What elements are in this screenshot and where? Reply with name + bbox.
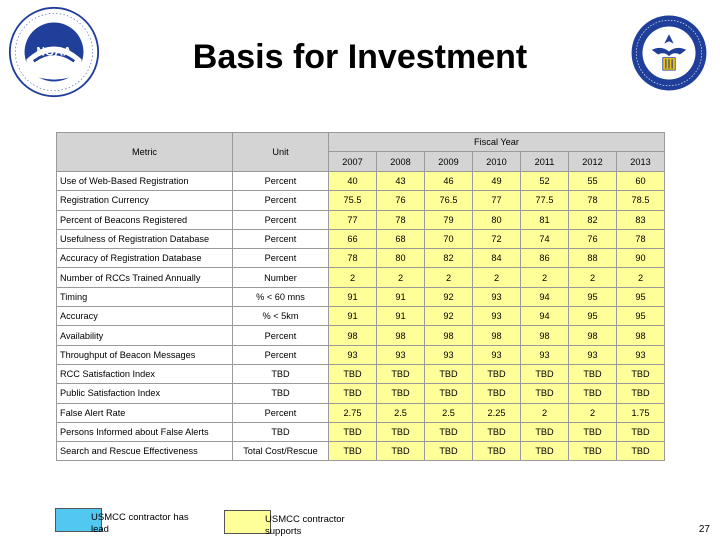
value-cell: TBD — [425, 442, 473, 461]
noaa-logo-text: NOAA — [36, 44, 72, 59]
unit-cell: % < 60 mns — [233, 287, 329, 306]
metric-cell: Accuracy of Registration Database — [57, 249, 233, 268]
year-header: 2012 — [569, 152, 617, 172]
value-cell: 78 — [569, 191, 617, 210]
value-cell: 66 — [329, 229, 377, 248]
table-row — [57, 268, 665, 287]
unit-cell: Percent — [233, 249, 329, 268]
year-header: 2011 — [521, 152, 569, 172]
value-cell: TBD — [521, 364, 569, 383]
unit-header: Unit — [233, 133, 329, 172]
value-cell: 46 — [425, 172, 473, 191]
value-cell: 2 — [617, 268, 665, 287]
unit-cell: Percent — [233, 210, 329, 229]
value-cell: 79 — [425, 210, 473, 229]
value-cell: TBD — [377, 384, 425, 403]
value-cell: 92 — [425, 287, 473, 306]
value-cell: 80 — [473, 210, 521, 229]
value-cell: TBD — [521, 442, 569, 461]
value-cell: 82 — [425, 249, 473, 268]
value-cell: TBD — [329, 422, 377, 441]
value-cell: 81 — [521, 210, 569, 229]
value-cell: 84 — [473, 249, 521, 268]
value-cell: 70 — [425, 229, 473, 248]
value-cell: 95 — [569, 287, 617, 306]
value-cell: 78 — [377, 210, 425, 229]
table-row — [57, 229, 665, 248]
unit-cell: Percent — [233, 403, 329, 422]
value-cell: TBD — [473, 422, 521, 441]
value-cell: 2 — [329, 268, 377, 287]
value-cell: TBD — [617, 422, 665, 441]
value-cell: 60 — [617, 172, 665, 191]
value-cell: 95 — [617, 307, 665, 326]
value-cell: TBD — [473, 364, 521, 383]
table-row — [57, 384, 665, 403]
value-cell: 75.5 — [329, 191, 377, 210]
value-cell: TBD — [473, 442, 521, 461]
metric-cell: Percent of Beacons Registered — [57, 210, 233, 229]
value-cell: TBD — [521, 422, 569, 441]
year-header: 2010 — [473, 152, 521, 172]
value-cell: 77 — [473, 191, 521, 210]
value-cell: 76 — [569, 229, 617, 248]
page-number: 27 — [698, 524, 710, 535]
investment-table — [56, 132, 665, 461]
value-cell: 93 — [473, 287, 521, 306]
unit-cell: Percent — [233, 345, 329, 364]
metric-cell: Throughput of Beacon Messages — [57, 345, 233, 364]
value-cell: 91 — [377, 287, 425, 306]
metric-cell: Persons Informed about False Alerts — [57, 422, 233, 441]
value-cell: TBD — [377, 422, 425, 441]
value-cell: TBD — [377, 364, 425, 383]
value-cell: 91 — [377, 307, 425, 326]
value-cell: 2.25 — [473, 403, 521, 422]
value-cell: TBD — [425, 422, 473, 441]
value-cell: 98 — [425, 326, 473, 345]
metric-cell: False Alert Rate — [57, 403, 233, 422]
value-cell: 2 — [425, 268, 473, 287]
value-cell: 72 — [473, 229, 521, 248]
table-row — [57, 287, 665, 306]
value-cell: 92 — [425, 307, 473, 326]
value-cell: 94 — [521, 307, 569, 326]
value-cell: 77.5 — [521, 191, 569, 210]
metric-cell: Search and Rescue Effectiveness — [57, 442, 233, 461]
metric-cell: Availability — [57, 326, 233, 345]
value-cell: TBD — [329, 384, 377, 403]
value-cell: 2 — [521, 403, 569, 422]
value-cell: 98 — [617, 326, 665, 345]
header-row — [57, 133, 665, 152]
value-cell: TBD — [521, 384, 569, 403]
value-cell: 68 — [377, 229, 425, 248]
value-cell: TBD — [329, 442, 377, 461]
unit-cell: % < 5km — [233, 307, 329, 326]
value-cell: 2 — [569, 403, 617, 422]
table-row — [57, 172, 665, 191]
year-header: 2009 — [425, 152, 473, 172]
value-cell: 95 — [569, 307, 617, 326]
value-cell: 93 — [377, 345, 425, 364]
value-cell: 90 — [617, 249, 665, 268]
legend-supports-swatch — [224, 510, 271, 534]
metric-cell: Public Satisfaction Index — [57, 384, 233, 403]
value-cell: 93 — [425, 345, 473, 364]
value-cell: 83 — [617, 210, 665, 229]
value-cell: TBD — [569, 364, 617, 383]
metric-cell: Timing — [57, 287, 233, 306]
value-cell: TBD — [569, 442, 617, 461]
value-cell: TBD — [617, 442, 665, 461]
value-cell: 93 — [473, 307, 521, 326]
table-row — [57, 249, 665, 268]
value-cell: 78 — [329, 249, 377, 268]
table-row — [57, 326, 665, 345]
year-header: 2007 — [329, 152, 377, 172]
page-title: Basis for Investment — [192, 38, 528, 76]
value-cell: 55 — [569, 172, 617, 191]
value-cell: 98 — [329, 326, 377, 345]
unit-cell: Percent — [233, 172, 329, 191]
unit-cell: TBD — [233, 364, 329, 383]
value-cell: 77 — [329, 210, 377, 229]
unit-cell: Percent — [233, 191, 329, 210]
unit-cell: Total Cost/Rescue — [233, 442, 329, 461]
value-cell: 93 — [521, 345, 569, 364]
value-cell: 2.5 — [377, 403, 425, 422]
value-cell: 76 — [377, 191, 425, 210]
value-cell: 98 — [377, 326, 425, 345]
metric-cell: Accuracy — [57, 307, 233, 326]
value-cell: 2 — [569, 268, 617, 287]
value-cell: 93 — [329, 345, 377, 364]
value-cell: 1.75 — [617, 403, 665, 422]
table-row — [57, 422, 665, 441]
metric-cell: Use of Web-Based Registration — [57, 172, 233, 191]
metric-header: Metric — [57, 133, 233, 172]
metric-cell: Registration Currency — [57, 191, 233, 210]
value-cell: 94 — [521, 287, 569, 306]
value-cell: TBD — [569, 422, 617, 441]
value-cell: 49 — [473, 172, 521, 191]
value-cell: 52 — [521, 172, 569, 191]
metric-cell: RCC Satisfaction Index — [57, 364, 233, 383]
metric-cell: Usefulness of Registration Database — [57, 229, 233, 248]
unit-cell: TBD — [233, 422, 329, 441]
value-cell: 40 — [329, 172, 377, 191]
value-cell: 80 — [377, 249, 425, 268]
value-cell: 98 — [521, 326, 569, 345]
value-cell: 2.5 — [425, 403, 473, 422]
legend-supports-label: USMCC contractor supports — [265, 514, 345, 537]
value-cell: 78.5 — [617, 191, 665, 210]
value-cell: 91 — [329, 307, 377, 326]
value-cell: 74 — [521, 229, 569, 248]
value-cell: 93 — [473, 345, 521, 364]
value-cell: 2 — [473, 268, 521, 287]
value-cell: 93 — [569, 345, 617, 364]
value-cell: 2.75 — [329, 403, 377, 422]
value-cell: 88 — [569, 249, 617, 268]
table-row — [57, 345, 665, 364]
value-cell: 86 — [521, 249, 569, 268]
value-cell: 43 — [377, 172, 425, 191]
table-row — [57, 403, 665, 422]
metric-cell: Number of RCCs Trained Annually — [57, 268, 233, 287]
value-cell: 91 — [329, 287, 377, 306]
value-cell: 76.5 — [425, 191, 473, 210]
value-cell: 2 — [377, 268, 425, 287]
value-cell: 78 — [617, 229, 665, 248]
year-header: 2008 — [377, 152, 425, 172]
value-cell: 98 — [473, 326, 521, 345]
value-cell: TBD — [569, 384, 617, 403]
value-cell: TBD — [473, 384, 521, 403]
unit-cell: Number — [233, 268, 329, 287]
value-cell: 2 — [521, 268, 569, 287]
value-cell: 98 — [569, 326, 617, 345]
value-cell: TBD — [617, 364, 665, 383]
year-header: 2013 — [617, 152, 665, 172]
unit-cell: Percent — [233, 229, 329, 248]
legend-lead-label: USMCC contractor has lead — [91, 512, 189, 535]
table-row — [57, 210, 665, 229]
table-row — [57, 191, 665, 210]
unit-cell: TBD — [233, 384, 329, 403]
table-row — [57, 364, 665, 383]
value-cell: TBD — [617, 384, 665, 403]
fiscal-year-header: Fiscal Year — [329, 133, 665, 152]
value-cell: TBD — [425, 384, 473, 403]
value-cell: 93 — [617, 345, 665, 364]
table-row — [57, 442, 665, 461]
table-row — [57, 307, 665, 326]
value-cell: TBD — [425, 364, 473, 383]
unit-cell: Percent — [233, 326, 329, 345]
value-cell: TBD — [377, 442, 425, 461]
value-cell: TBD — [329, 364, 377, 383]
value-cell: 95 — [617, 287, 665, 306]
value-cell: 82 — [569, 210, 617, 229]
